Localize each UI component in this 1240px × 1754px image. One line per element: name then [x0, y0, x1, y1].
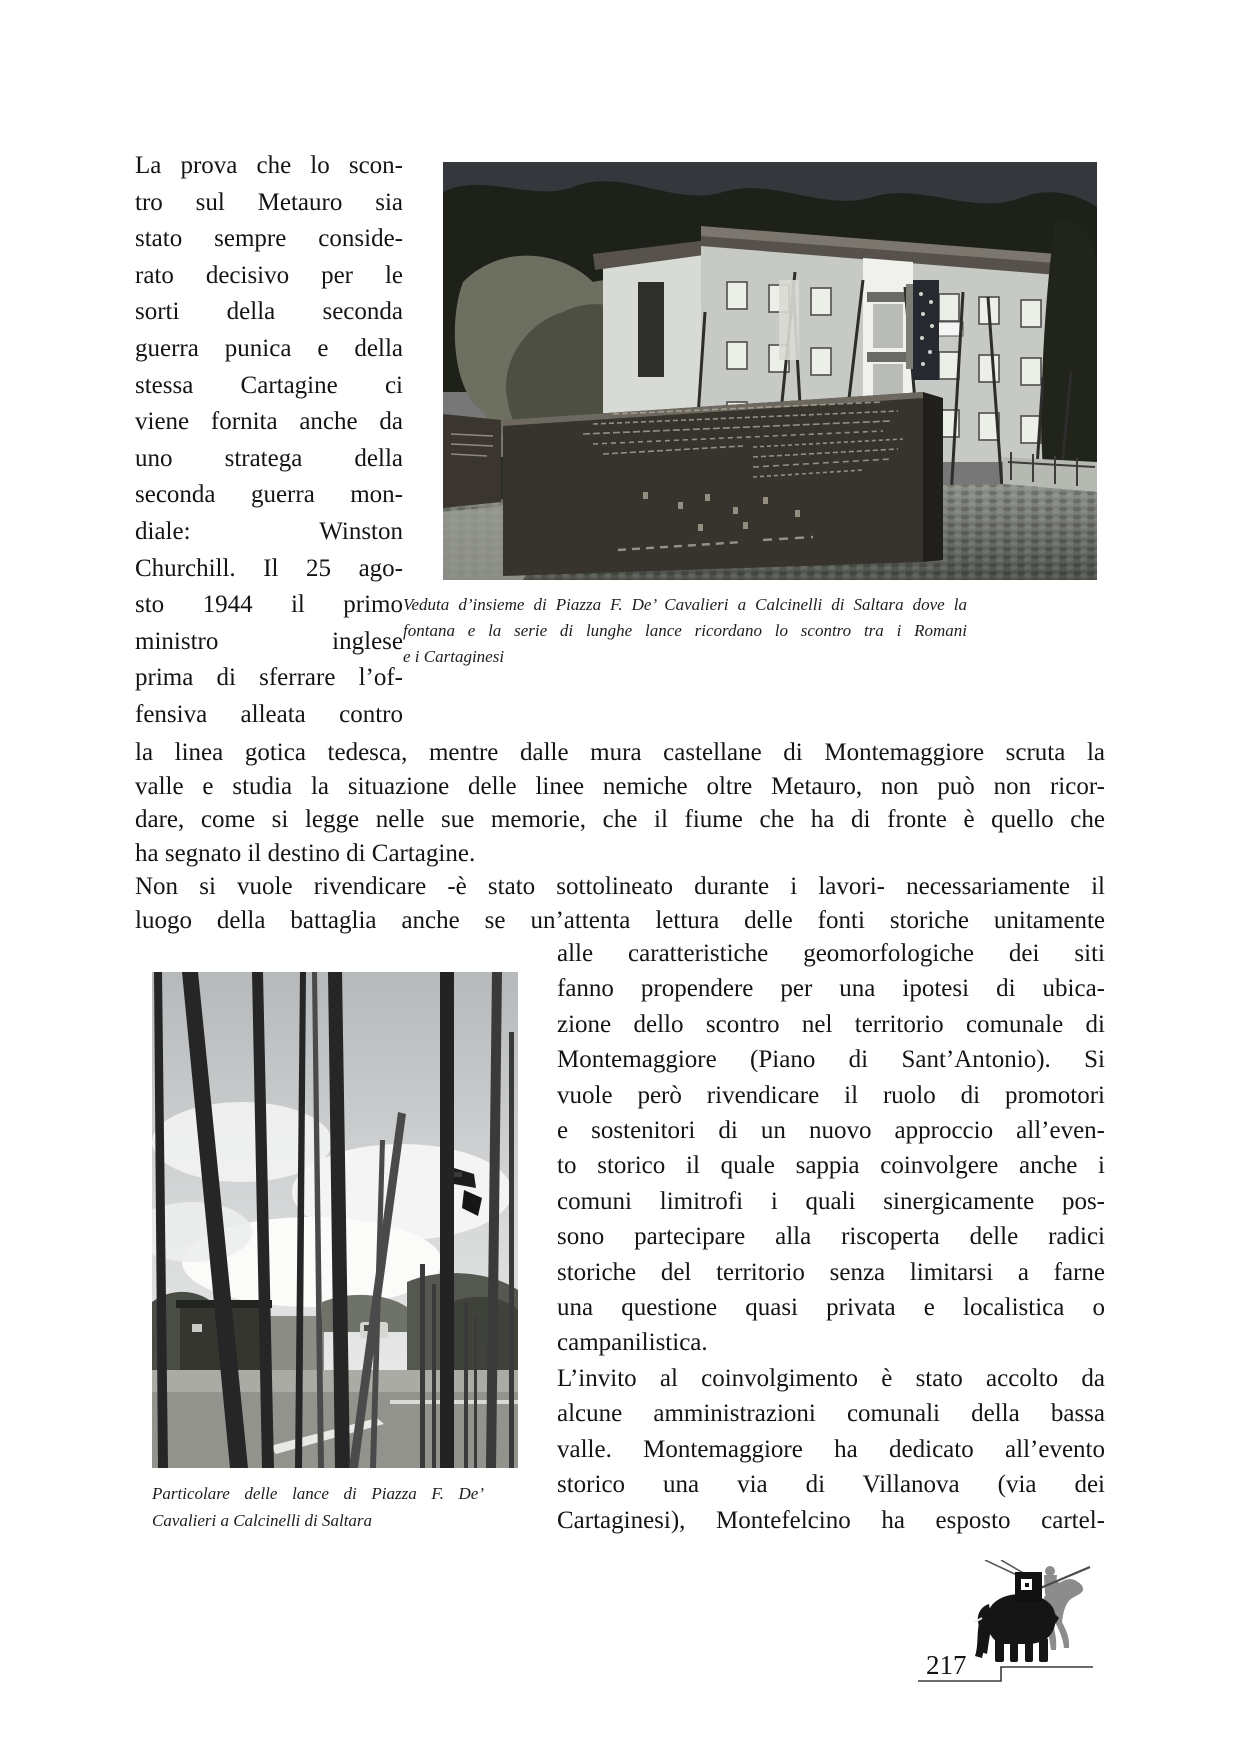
text-line: stessa Cartagine ci	[135, 371, 403, 399]
text-line: luogo della battaglia anche se un’attenta lettura delle fonti storiche unitamente	[135, 906, 1105, 934]
photo-lances-detail	[152, 972, 518, 1468]
photo-piazza-overview	[443, 162, 1097, 580]
text-line: prima di sferrare l’of-	[135, 664, 403, 692]
text-line: fensiva alleata contro	[135, 700, 403, 728]
text-line: Particolare delle lance di Piazza F. De’	[152, 1484, 484, 1503]
text-line: Veduta d’insieme di Piazza F. De’ Cavalieri a Calcinelli di Saltara dove la	[403, 595, 967, 614]
text-line: Cavalieri a Calcinelli di Saltara	[152, 1511, 373, 1530]
text-line: rato decisivo per le	[135, 261, 403, 289]
text-line: sorti della seconda	[135, 298, 403, 326]
body-paragraphs	[135, 736, 1105, 938]
intro-column	[135, 148, 403, 734]
text-line: to storico il quale sappia coinvolgere anche i	[557, 1152, 1105, 1180]
photo-piazza-overview-image	[443, 162, 1097, 580]
text-line: tro sul Metauro sia	[135, 188, 403, 216]
photo-lances-detail-image	[152, 972, 518, 1468]
text-line: e sostenitori di un nuovo approccio all’even-	[557, 1117, 1105, 1145]
text-line: alle caratteristiche geomorfologiche dei siti	[557, 940, 1105, 967]
text-line: fontana e la serie di lunghe lance ricordano lo scontro tra i Romani	[403, 621, 967, 640]
photo1-caption	[403, 592, 967, 670]
text-line: comuni limitrofi i quali sinergicamente pos-	[557, 1187, 1105, 1215]
text-line: uno stratega della	[135, 444, 403, 472]
text-line: vuole però rivendicare il ruolo di promotori	[557, 1081, 1105, 1109]
text-line: guerra punica e della	[135, 334, 403, 362]
text-line: campanilistica.	[557, 1329, 708, 1357]
text-line: storico una via di Villanova (via dei	[557, 1471, 1105, 1499]
text-line: La prova che lo scon-	[135, 152, 403, 179]
text-line: Non si vuole rivendicare -è stato sottolineato durante i lavori- necessariamente il	[135, 873, 1105, 901]
text-line: ha segnato il destino di Cartagine.	[135, 839, 476, 867]
continuation-column	[557, 936, 1105, 1538]
text-line: diale: Winston	[135, 517, 403, 545]
war-elephant-with-horseman-icon	[973, 1560, 1093, 1668]
text-line: storiche del territorio senza limitarsi a farne	[557, 1258, 1105, 1286]
text-line: Cartaginesi), Montefelcino ha esposto cartel-	[557, 1506, 1105, 1534]
text-line: una questione quasi privata e localistica o	[557, 1294, 1105, 1322]
text-line: valle e studia la situazione delle linee nemiche oltre Metauro, non può non ricor-	[135, 772, 1105, 800]
page-number: 217	[926, 1650, 967, 1680]
text-line: dare, come si legge nelle sue memorie, che il fiume che ha di fronte è quello che	[135, 806, 1105, 834]
text-line: la linea gotica tedesca, mentre dalle mura castellane di Montemaggiore scruta la	[135, 739, 1105, 766]
text-line: valle. Montemaggiore ha dedicato all’evento	[557, 1435, 1105, 1463]
text-line: e i Cartaginesi	[403, 647, 505, 666]
text-line: sono partecipare alla riscoperta delle radici	[557, 1223, 1105, 1251]
text-line: ministro inglese	[135, 627, 403, 655]
text-line: Montemaggiore (Piano di Sant’Antonio). Si	[557, 1046, 1105, 1074]
text-line: alcune amministrazioni comunali della bassa	[557, 1400, 1105, 1428]
text-line: viene fornita anche da	[135, 408, 403, 436]
text-line: Churchill. Il 25 ago-	[135, 554, 403, 582]
text-line: L’invito al coinvolgimento è stato accolto da	[557, 1364, 1105, 1392]
text-line: sto 1944 il primo	[135, 591, 403, 619]
text-line: zione dello scontro nel territorio comunale di	[557, 1010, 1105, 1038]
text-line: stato sempre conside-	[135, 225, 403, 253]
photo2-caption	[152, 1480, 484, 1534]
text-line: fanno propendere per una ipotesi di ubica-	[557, 975, 1105, 1003]
text-line: seconda guerra mon-	[135, 481, 403, 509]
